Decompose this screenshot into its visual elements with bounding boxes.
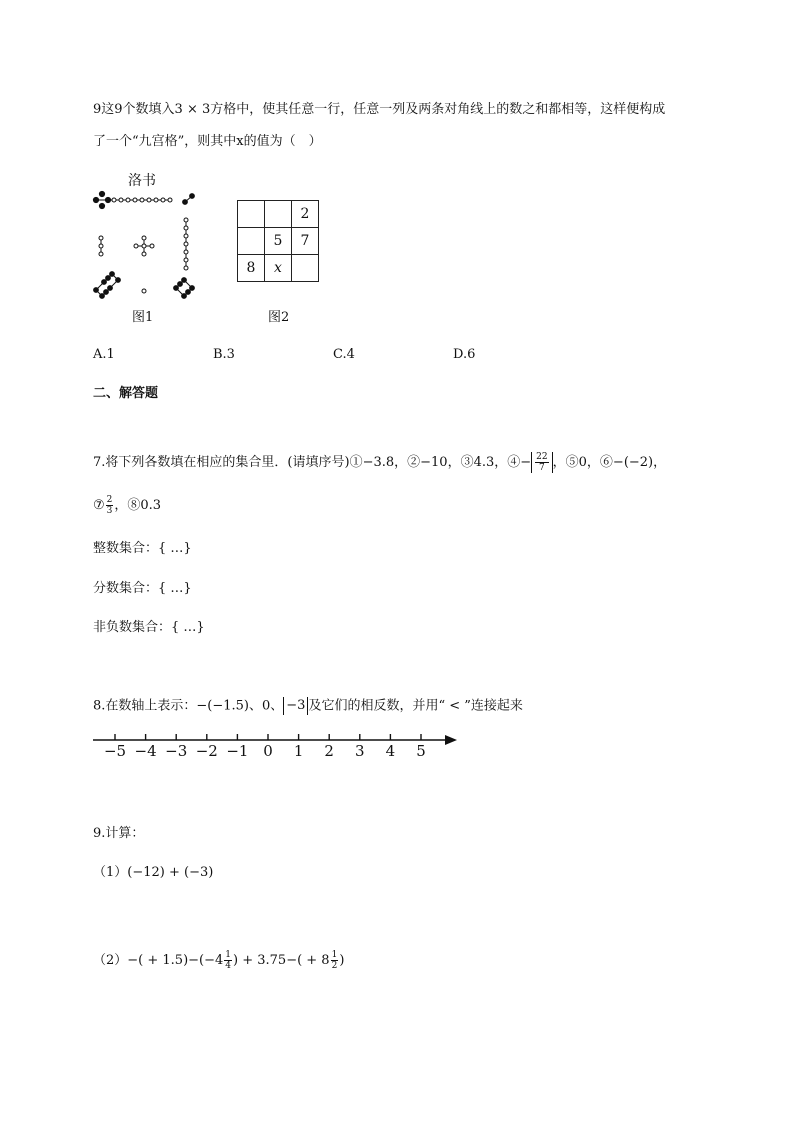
number-line-tick-label: −1 (226, 742, 249, 760)
q9-part2-fraction2 (331, 950, 339, 971)
q8-text-a: 8.在数轴上表示：−(−1.5)、0、 (93, 698, 284, 714)
q8-abs-value: −3 (283, 697, 308, 715)
fraction-denominator: 3 (106, 506, 113, 516)
fraction-numerator: 2 (106, 495, 113, 505)
q7-item7-suffix: ， (114, 498, 128, 513)
number-line-tick-label: −3 (165, 742, 188, 760)
number-line-tick-label: −4 (134, 742, 157, 760)
choice-d[interactable]: D.6 (453, 347, 476, 362)
number-line-labels (93, 742, 463, 764)
q9-part2 (93, 950, 344, 971)
q9-title: 9.计算： (93, 826, 145, 841)
q7-prefix: 7.将下列各数填在相应的集合里．(请填序号) (93, 455, 350, 470)
fraction-numerator: 1 (331, 950, 338, 960)
choice-c[interactable]: C.4 (333, 347, 355, 362)
magic-square-grid (237, 200, 319, 282)
q9-part1: （1）(−12) + (−3) (93, 865, 214, 880)
number-line-tick-label: 3 (355, 742, 365, 760)
fraction-numerator: 22 (536, 452, 548, 462)
section-heading: 二、解答题 (93, 386, 159, 401)
nonnegative-set-label: 非负数集合：{ …} (93, 620, 205, 635)
q7-item5: ⑤0， (565, 455, 600, 470)
grid-cell (238, 228, 265, 255)
choice-b[interactable]: B.3 (213, 347, 235, 362)
grid-cell (265, 201, 292, 228)
choice-a[interactable]: A.1 (93, 347, 115, 362)
fraction-denominator: 7 (539, 463, 545, 473)
q9-part2-a: （2）−( + 1.5)−(−4 (93, 953, 224, 968)
number-line-tick-label: 2 (324, 742, 334, 760)
grid-cell: 8 (238, 255, 265, 282)
q7-item4-fraction (535, 452, 548, 473)
number-line-tick-label: −2 (195, 742, 218, 760)
q7-text-line2 (93, 495, 161, 516)
question-text-line1: 9这9个数填入3 × 3方格中，使其任意一行，任意一列及两条对角线上的数之和都相等，这样便构成 (93, 102, 666, 117)
number-line-tick-label: 5 (416, 742, 426, 760)
q8-text-b: 及它们的相反数，并用“ < ”连接起来 (308, 698, 523, 714)
figure1-caption: 图1 (132, 310, 154, 325)
q7-item3: ③4.3， (460, 455, 508, 470)
fraction-numerator: 1 (225, 950, 232, 960)
q7-text (93, 452, 666, 473)
fraction-denominator: 2 (331, 961, 338, 971)
grid-cell: 2 (292, 201, 319, 228)
grid-cell: 5 (265, 228, 292, 255)
figure1-title: 洛书 (128, 173, 156, 189)
number-line-tick-label: 4 (385, 742, 396, 760)
fraction-denominator: 4 (225, 961, 232, 971)
q9-part2-b: ) + 3.75−( + 8 (233, 953, 330, 968)
number-line-tick-label: 1 (293, 742, 304, 760)
number-line-tick-label: 0 (263, 742, 273, 760)
q9-part2-fraction1 (224, 950, 232, 971)
q7-item4-abs (531, 452, 552, 473)
number-line-tick-label: −5 (103, 742, 127, 760)
q7-item1: ①−3.8， (349, 455, 408, 470)
q8-text (93, 697, 523, 716)
q7-item8: ⑧0.3 (127, 498, 162, 513)
q7-item6: ⑥−(−2)， (599, 455, 667, 470)
fraction-set-label: 分数集合：{ …} (93, 581, 192, 596)
q7-item2: ②−10， (407, 455, 461, 470)
grid-cell (238, 201, 265, 228)
question-text-line2: 了一个“九宫格”，则其中x的值为（ ） (93, 134, 322, 149)
grid-cell: x (265, 255, 292, 282)
q7-item7-fraction (106, 495, 114, 516)
q9-part2-c: ) (339, 953, 345, 968)
q7-item4-prefix: ④− (507, 455, 532, 470)
figure2-caption: 图2 (268, 310, 290, 325)
integer-set-label: 整数集合：{ …} (93, 541, 192, 556)
grid-cell (292, 255, 319, 282)
luoshu-figure (92, 190, 202, 302)
q7-item4-suffix: ， (552, 455, 566, 470)
grid-cell: 7 (292, 228, 319, 255)
q7-item7-prefix: ⑦ (93, 498, 105, 513)
